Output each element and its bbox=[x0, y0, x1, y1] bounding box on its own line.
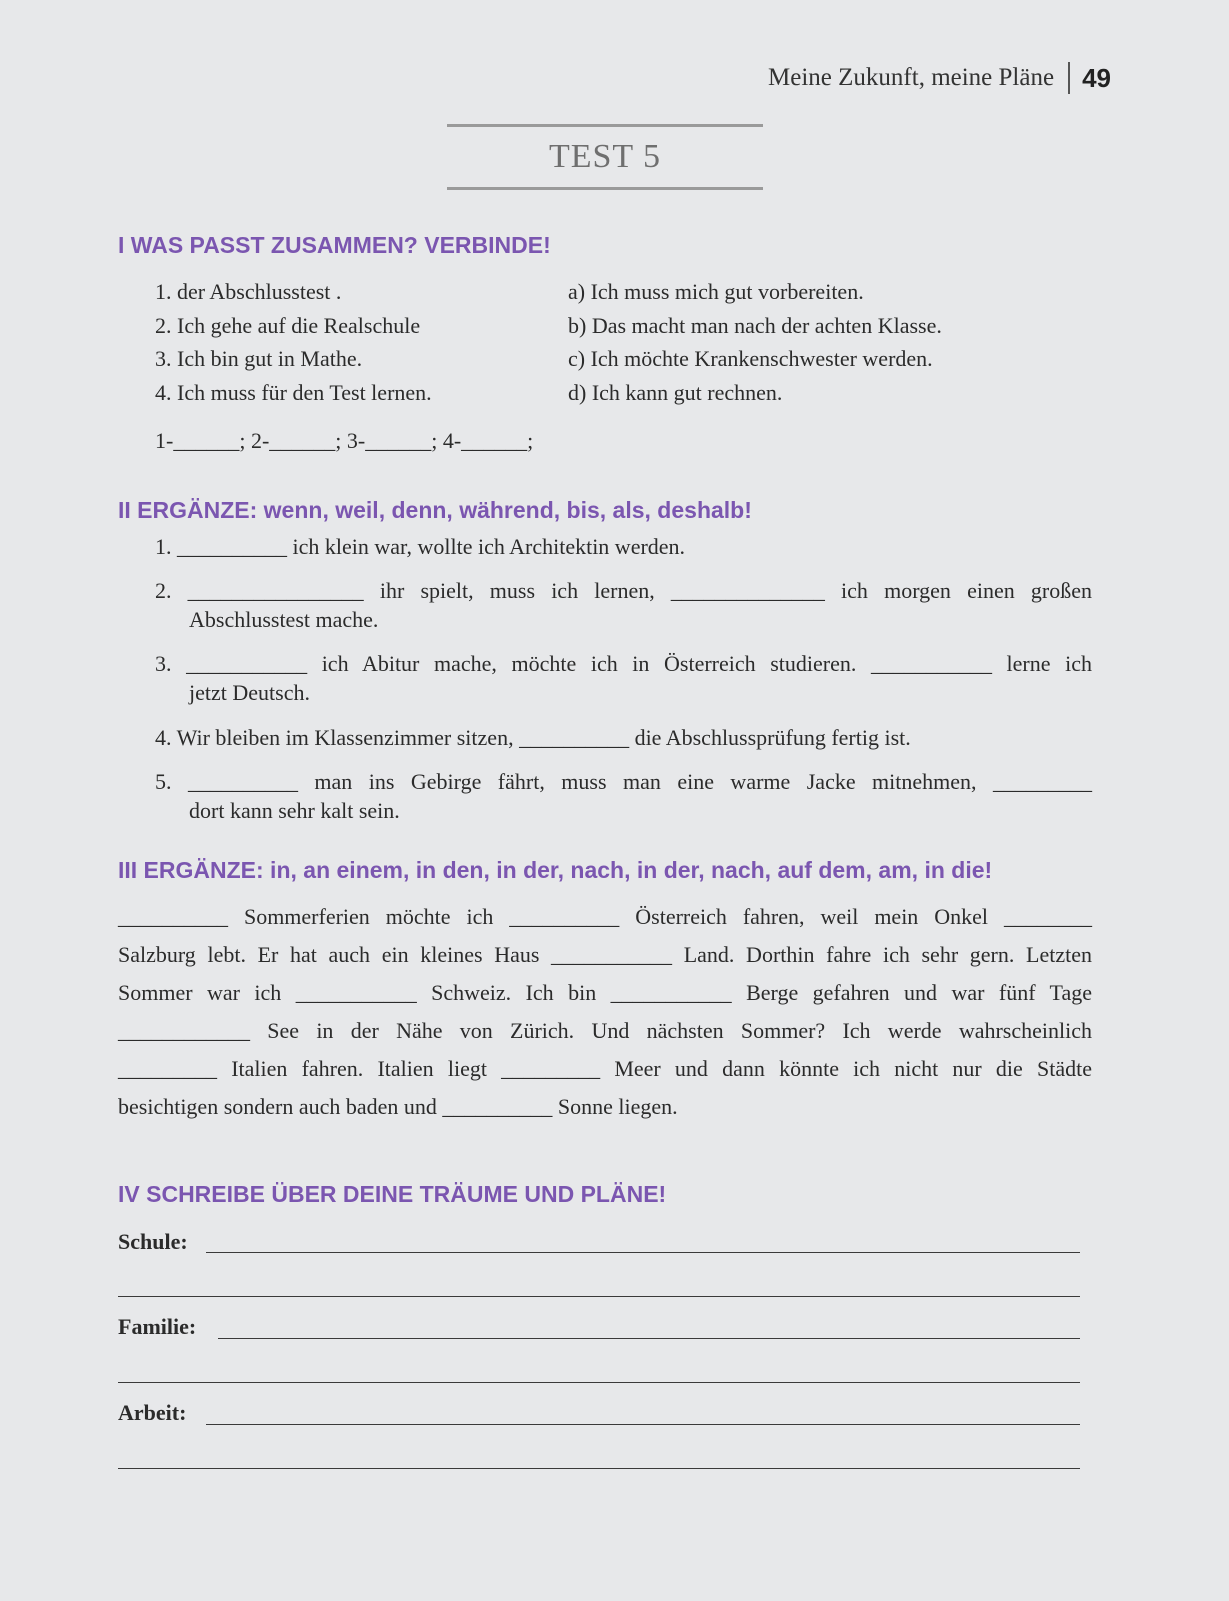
label-school: Schule: bbox=[118, 1229, 188, 1254]
left-item-4: 4. Ich muss für den Test lernen. bbox=[155, 380, 432, 405]
writing-line-school[interactable] bbox=[206, 1252, 1080, 1253]
right-item-b: b) Das macht man nach der achten Klasse. bbox=[568, 313, 942, 338]
exercise-3-line-1[interactable]: __________ Sommerferien möchte ich __________ Österreich fahren, weil mein Onkel ________ bbox=[118, 904, 1092, 929]
exercise-3-line-6[interactable]: besichtigen sondern auch baden und __________ Sonne liegen. bbox=[118, 1094, 678, 1119]
exercise-2-line-3[interactable]: 3. ___________ ich Abitur mache, möchte ich in Österreich studieren. ___________ lerne ich bbox=[155, 651, 1092, 676]
chapter-title: Meine Zukunft, meine Pläne bbox=[768, 64, 1055, 91]
answer-line[interactable]: 1-______; 2-______; 3-______; 4-______; bbox=[155, 428, 534, 453]
exercise-3-line-5[interactable]: _________ Italien fahren. Italien liegt _________ Meer und dann könnte ich nicht nur die Städte bbox=[118, 1056, 1092, 1081]
exercise-2-line-3-cont: jetzt Deutsch. bbox=[189, 680, 310, 705]
exercise-3-line-4[interactable]: ____________ See in der Nähe von Zürich. Und nächsten Sommer? Ich werde wahrscheinlich bbox=[118, 1018, 1092, 1043]
writing-line-work[interactable] bbox=[206, 1424, 1080, 1425]
exercise-2-line-2[interactable]: 2. ________________ ihr spielt, muss ich lernen, ______________ ich morgen einen großen bbox=[155, 578, 1092, 603]
exercise-3-line-2[interactable]: Salzburg lebt. Er hat auch ein kleines Haus ___________ Land. Dorthin fahre ich sehr gern. Letzten bbox=[118, 942, 1092, 967]
exercise-2-line-4[interactable]: 4. Wir bleiben im Klassenzimmer sitzen, __________ die Abschlussprüfung fertig ist. bbox=[155, 725, 911, 750]
label-work: Arbeit: bbox=[118, 1400, 187, 1425]
exercise-3-line-3[interactable]: Sommer war ich ___________ Schweiz. Ich bin ___________ Berge gefahren und war fünf Tage bbox=[118, 980, 1092, 1005]
writing-line-work-2[interactable] bbox=[118, 1468, 1080, 1469]
left-item-1: 1. der Abschlusstest . bbox=[155, 279, 342, 304]
writing-line-family[interactable] bbox=[218, 1338, 1080, 1339]
section-2-title: II ERGÄNZE: wenn, weil, denn, während, bis, als, deshalb! bbox=[118, 497, 752, 523]
right-item-c: c) Ich möchte Krankenschwester werden. bbox=[568, 346, 933, 371]
right-item-d: d) Ich kann gut rechnen. bbox=[568, 380, 783, 405]
exercise-2-line-5[interactable]: 5. __________ man ins Gebirge fährt, muss man eine warme Jacke mitnehmen, _________ bbox=[155, 769, 1092, 794]
label-family: Familie: bbox=[118, 1314, 197, 1339]
right-item-a: a) Ich muss mich gut vorbereiten. bbox=[568, 279, 864, 304]
exercise-2-line-2-cont: Abschlusstest mache. bbox=[189, 607, 379, 632]
page-header bbox=[768, 62, 1111, 94]
section-3-title: III ERGÄNZE: in, an einem, in den, in der, nach, in der, nach, auf dem, am, in die! bbox=[118, 857, 993, 883]
section-4-title: IV SCHREIBE ÜBER DEINE TRÄUME UND PLÄNE! bbox=[118, 1181, 667, 1207]
exercise-2-line-1[interactable]: 1. __________ ich klein war, wollte ich Architektin werden. bbox=[155, 534, 686, 559]
left-item-3: 3. Ich bin gut in Mathe. bbox=[155, 346, 363, 371]
test-title: TEST 5 bbox=[447, 124, 763, 190]
section-1-title: I WAS PASST ZUSAMMEN? VERBINDE! bbox=[118, 232, 551, 258]
page-number: 49 bbox=[1082, 62, 1111, 93]
writing-line-family-2[interactable] bbox=[118, 1382, 1080, 1383]
writing-line-school-2[interactable] bbox=[118, 1296, 1080, 1297]
left-item-2: 2. Ich gehe auf die Realschule bbox=[155, 313, 421, 338]
exercise-2-line-5-cont: dort kann sehr kalt sein. bbox=[189, 798, 400, 823]
